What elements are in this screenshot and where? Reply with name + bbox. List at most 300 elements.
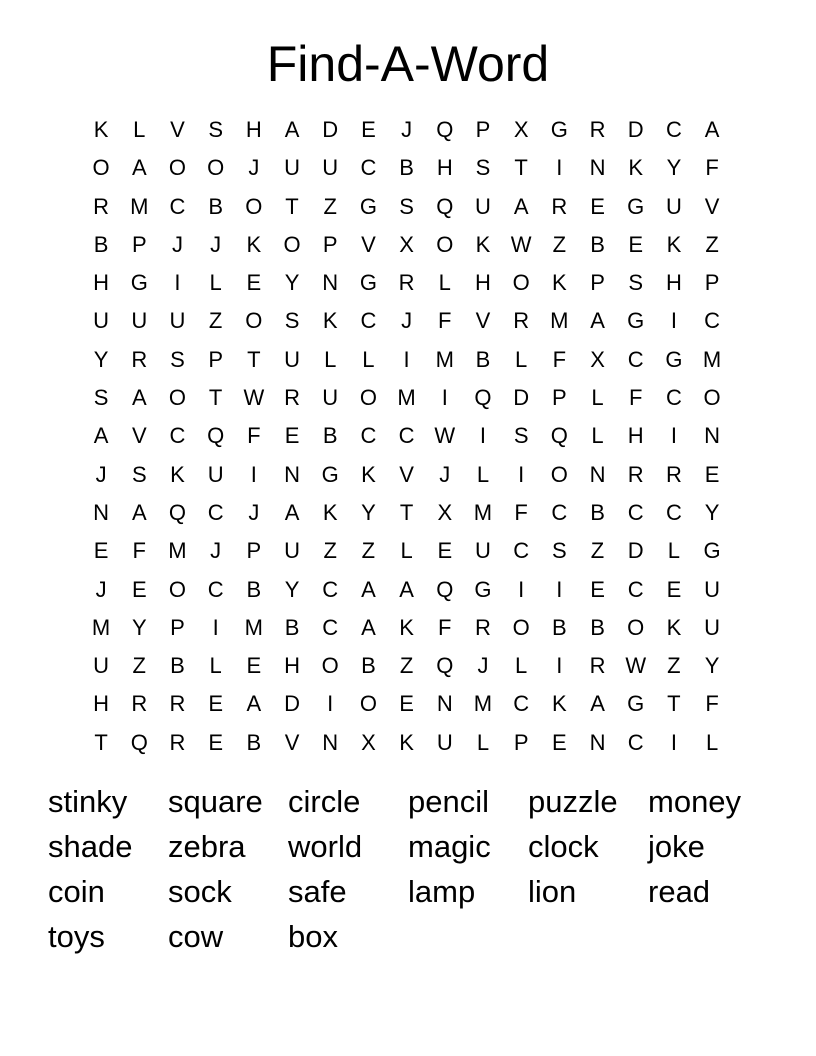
grid-letter[interactable]: O	[436, 231, 454, 257]
word-list-item: shade	[48, 829, 133, 864]
grid-letter[interactable]: C	[360, 155, 377, 181]
grid-letter[interactable]: E	[246, 270, 262, 296]
grid-letter[interactable]: G	[321, 461, 339, 487]
grid-letter[interactable]: I	[479, 423, 487, 449]
grid-letter[interactable]: Z	[323, 538, 337, 564]
grid-letter[interactable]: Y	[284, 576, 300, 602]
grid-letter[interactable]: Y	[704, 499, 720, 525]
grid-letter[interactable]: S	[628, 270, 644, 296]
letter-grid	[82, 111, 731, 762]
grid-letter[interactable]: E	[552, 729, 567, 755]
grid-letter[interactable]: U	[207, 461, 224, 487]
grid-letter[interactable]: O	[512, 614, 530, 640]
grid-letter[interactable]: O	[512, 270, 530, 296]
grid-letter[interactable]: C	[665, 499, 682, 525]
grid-letter[interactable]: B	[170, 653, 185, 679]
grid-letter[interactable]: P	[170, 614, 185, 640]
grid-letter[interactable]: S	[170, 346, 185, 372]
grid-letter[interactable]: E	[361, 117, 376, 142]
grid-letter[interactable]: J	[401, 117, 413, 142]
grid-letter[interactable]: C	[665, 385, 682, 411]
grid-letter[interactable]: J	[401, 308, 413, 334]
grid-letter[interactable]: K	[322, 308, 338, 334]
grid-letter[interactable]: U	[475, 538, 491, 564]
grid-letter[interactable]: A	[93, 423, 109, 449]
grid-letter[interactable]: Z	[323, 193, 337, 219]
grid-letter[interactable]: E	[284, 423, 300, 449]
grid-letter[interactable]: Z	[132, 653, 146, 679]
grid-letter[interactable]: J	[95, 461, 107, 487]
grid-letter[interactable]: V	[399, 461, 414, 487]
word-list-item: pencil	[408, 784, 489, 819]
grid-letter[interactable]: B	[322, 423, 338, 449]
grid-letter[interactable]: I	[670, 423, 677, 449]
grid-letter[interactable]: E	[246, 653, 262, 679]
grid-letter[interactable]: Q	[436, 193, 454, 219]
word-list-item: coin	[48, 874, 105, 909]
grid-letter[interactable]: O	[207, 155, 225, 181]
grid-letter[interactable]: O	[168, 385, 187, 411]
word-list-item: circle	[288, 784, 361, 819]
grid-letter[interactable]: L	[324, 346, 337, 372]
grid-letter[interactable]: I	[518, 576, 525, 602]
grid-letter[interactable]: U	[475, 193, 491, 219]
grid-letter[interactable]: B	[590, 614, 605, 640]
grid-letter[interactable]: L	[209, 270, 222, 296]
grid-letter[interactable]: N	[322, 270, 339, 296]
grid-letter[interactable]: O	[359, 385, 377, 411]
grid-letter[interactable]: X	[513, 117, 529, 142]
grid-letter[interactable]: G	[703, 538, 721, 564]
grid-letter[interactable]: H	[627, 423, 644, 449]
grid-letter[interactable]: A	[131, 385, 147, 411]
grid-letter[interactable]: A	[246, 691, 262, 717]
grid-letter[interactable]: B	[399, 155, 414, 181]
grid-letter[interactable]: H	[245, 117, 262, 142]
grid-letter[interactable]: L	[133, 117, 146, 142]
grid-letter[interactable]: W	[510, 231, 532, 257]
word-list-item: money	[648, 784, 742, 819]
grid-letter[interactable]: O	[168, 576, 187, 602]
grid-letter[interactable]: R	[665, 461, 682, 487]
grid-letter[interactable]: R	[131, 691, 148, 717]
grid-letter[interactable]: C	[704, 308, 721, 334]
grid-letter[interactable]: K	[170, 461, 185, 487]
grid-letter[interactable]: H	[93, 691, 110, 717]
grid-letter[interactable]: C	[398, 423, 415, 449]
grid-letter[interactable]: R	[589, 117, 606, 142]
word-list-item: read	[648, 874, 711, 909]
grid-letter[interactable]: K	[322, 499, 338, 525]
grid-letter[interactable]: L	[438, 270, 451, 296]
grid-letter[interactable]: A	[284, 117, 300, 142]
grid-letter[interactable]: X	[399, 231, 414, 257]
grid-letter[interactable]: O	[321, 653, 339, 679]
grid-letter[interactable]: J	[439, 461, 451, 487]
grid-letter[interactable]: G	[359, 193, 377, 219]
grid-letter[interactable]: I	[670, 729, 677, 755]
grid-letter[interactable]: P	[322, 231, 338, 257]
grid-letter[interactable]: V	[475, 308, 491, 334]
grid-letter[interactable]: B	[590, 499, 605, 525]
grid-letter[interactable]: K	[628, 155, 644, 181]
grid-letter[interactable]: A	[284, 499, 300, 525]
grid-letter[interactable]: K	[552, 691, 567, 717]
grid-letter[interactable]: Z	[552, 231, 567, 257]
grid-letter[interactable]: E	[666, 576, 682, 602]
grid-letter[interactable]: P	[475, 117, 491, 142]
grid-letter[interactable]: M	[244, 614, 263, 640]
grid-letter[interactable]: A	[399, 576, 414, 602]
grid-letter[interactable]: T	[399, 499, 414, 525]
grid-letter[interactable]: A	[590, 308, 605, 334]
grid-letter[interactable]: B	[284, 614, 300, 640]
grid-letter[interactable]: E	[704, 461, 720, 487]
grid-letter[interactable]: C	[322, 576, 339, 602]
grid-letter[interactable]: E	[590, 576, 605, 602]
grid-letter[interactable]: C	[627, 499, 644, 525]
grid-letter[interactable]: W	[625, 653, 647, 679]
grid-letter[interactable]: G	[474, 576, 492, 602]
grid-letter[interactable]: V	[170, 117, 185, 142]
grid-letter[interactable]: R	[589, 653, 606, 679]
grid-letter[interactable]: V	[361, 231, 376, 257]
grid-letter[interactable]: T	[667, 691, 681, 717]
grid-letter[interactable]: E	[437, 538, 453, 564]
grid-letter[interactable]: K	[399, 729, 414, 755]
grid-letter[interactable]: B	[475, 346, 491, 372]
grid-letter[interactable]: Y	[361, 499, 376, 525]
grid-letter[interactable]: V	[704, 193, 720, 219]
grid-letter[interactable]: N	[284, 461, 300, 487]
grid-letter[interactable]: P	[590, 270, 605, 296]
grid-letter[interactable]: F	[247, 423, 261, 449]
grid-letter[interactable]: U	[284, 155, 300, 181]
grid-letter[interactable]: I	[174, 270, 181, 296]
grid-letter[interactable]: X	[437, 499, 453, 525]
grid-letter[interactable]: D	[513, 385, 530, 411]
grid-letter[interactable]: I	[518, 461, 525, 487]
grid-letter[interactable]: C	[627, 729, 644, 755]
grid-letter[interactable]: K	[246, 231, 262, 257]
grid-letter[interactable]: O	[92, 155, 110, 181]
grid-letter[interactable]: Y	[704, 653, 720, 679]
grid-letter[interactable]: K	[361, 461, 376, 487]
grid-letter[interactable]: D	[284, 691, 300, 717]
grid-letter[interactable]: V	[131, 423, 147, 449]
grid-letter[interactable]: S	[284, 308, 300, 334]
grid-letter[interactable]: B	[93, 231, 109, 257]
grid-letter[interactable]: C	[627, 576, 644, 602]
grid-letter[interactable]: Z	[208, 308, 223, 334]
grid-letter[interactable]: R	[551, 193, 568, 219]
grid-letter[interactable]: S	[131, 461, 147, 487]
grid-letter[interactable]: N	[589, 155, 606, 181]
grid-letter[interactable]: E	[208, 691, 223, 717]
grid-letter[interactable]: D	[322, 117, 339, 142]
grid-letter[interactable]: I	[670, 308, 677, 334]
grid-letter[interactable]: J	[210, 538, 222, 564]
grid-letter[interactable]: I	[250, 461, 257, 487]
grid-letter[interactable]: U	[322, 155, 339, 181]
grid-letter[interactable]: X	[590, 346, 605, 372]
grid-letter[interactable]: M	[397, 385, 416, 411]
grid-letter[interactable]: O	[627, 614, 645, 640]
grid-letter[interactable]: E	[628, 231, 644, 257]
grid-letter[interactable]: M	[702, 346, 722, 372]
grid-letter[interactable]: M	[550, 308, 569, 334]
word-list-item: cow	[168, 919, 224, 954]
grid-letter[interactable]: O	[245, 193, 263, 219]
grid-letter[interactable]: N	[93, 499, 110, 525]
grid-letter[interactable]: R	[513, 308, 530, 334]
grid-letter[interactable]: U	[436, 729, 453, 755]
grid-letter[interactable]: G	[359, 270, 377, 296]
grid-letter[interactable]: I	[212, 614, 219, 640]
grid-letter[interactable]: C	[360, 308, 377, 334]
grid-letter[interactable]: C	[169, 423, 186, 449]
grid-letter[interactable]: G	[665, 346, 683, 372]
grid-letter[interactable]: W	[243, 385, 265, 411]
grid-letter[interactable]: K	[475, 231, 491, 257]
grid-letter[interactable]: U	[284, 538, 300, 564]
grid-letter[interactable]: F	[628, 385, 643, 411]
grid-letter[interactable]: A	[131, 155, 147, 181]
grid-letter[interactable]: R	[131, 346, 148, 372]
grid-letter[interactable]: M	[168, 538, 187, 564]
grid-letter[interactable]: U	[93, 653, 110, 679]
grid-letter[interactable]: G	[550, 117, 568, 142]
grid-letter[interactable]: L	[476, 461, 490, 487]
grid-letter[interactable]: T	[514, 155, 528, 181]
grid-letter[interactable]: K	[93, 117, 109, 142]
grid-letter[interactable]: T	[285, 193, 299, 219]
grid-letter[interactable]: P	[208, 346, 223, 372]
grid-letter[interactable]: Q	[436, 653, 454, 679]
grid-letter[interactable]: U	[665, 193, 682, 219]
grid-letter[interactable]: L	[515, 346, 528, 372]
grid-letter[interactable]: R	[169, 729, 186, 755]
grid-letter[interactable]: Y	[666, 155, 682, 181]
grid-letter[interactable]: L	[209, 653, 222, 679]
grid-letter[interactable]: Z	[361, 538, 376, 564]
grid-letter[interactable]: B	[552, 614, 567, 640]
grid-letter[interactable]: H	[436, 155, 453, 181]
grid-letter[interactable]: O	[283, 231, 301, 257]
grid-letter[interactable]: P	[552, 385, 567, 411]
grid-letter[interactable]: O	[245, 308, 263, 334]
word-list-item: zebra	[168, 829, 246, 864]
grid-letter[interactable]: I	[327, 691, 334, 717]
grid-letter[interactable]: D	[627, 538, 644, 564]
grid-letter[interactable]: I	[556, 576, 563, 602]
grid-letter[interactable]: T	[94, 729, 108, 755]
grid-letter[interactable]: G	[627, 193, 645, 219]
grid-letter[interactable]: N	[704, 423, 721, 449]
grid-letter[interactable]: S	[208, 117, 223, 142]
grid-letter[interactable]: L	[591, 423, 604, 449]
grid-letter[interactable]: V	[284, 729, 300, 755]
grid-letter[interactable]: C	[627, 346, 644, 372]
grid-letter[interactable]: L	[515, 653, 528, 679]
grid-letter[interactable]: G	[627, 308, 645, 334]
grid-letter[interactable]: R	[284, 385, 300, 411]
grid-letter[interactable]: J	[171, 231, 183, 257]
grid-letter[interactable]: C	[207, 499, 224, 525]
grid-letter[interactable]: P	[131, 231, 147, 257]
grid-letter[interactable]: Q	[436, 117, 454, 142]
grid-letter[interactable]: F	[514, 499, 528, 525]
grid-letter[interactable]: Q	[550, 423, 568, 449]
grid-letter[interactable]: I	[441, 385, 448, 411]
grid-letter[interactable]: Z	[399, 653, 414, 679]
grid-letter[interactable]: F	[132, 538, 146, 564]
grid-letter[interactable]: U	[284, 346, 300, 372]
grid-letter[interactable]: E	[399, 691, 414, 717]
grid-letter[interactable]: A	[590, 691, 605, 717]
grid-letter[interactable]: Y	[93, 346, 109, 372]
grid-letter[interactable]: R	[627, 461, 644, 487]
grid-letter[interactable]: S	[93, 385, 109, 411]
grid-letter[interactable]: R	[93, 193, 110, 219]
grid-letter[interactable]: E	[131, 576, 147, 602]
grid-letter[interactable]: H	[93, 270, 110, 296]
grid-letter[interactable]: R	[475, 614, 491, 640]
grid-letter[interactable]: Q	[130, 729, 148, 755]
grid-letter[interactable]: W	[434, 423, 456, 449]
grid-letter[interactable]: A	[704, 117, 720, 142]
grid-letter[interactable]: E	[590, 193, 605, 219]
grid-letter[interactable]: U	[93, 308, 110, 334]
grid-letter[interactable]: Z	[667, 653, 681, 679]
grid-letter[interactable]: K	[666, 614, 682, 640]
grid-letter[interactable]: H	[475, 270, 491, 296]
grid-letter[interactable]: N	[589, 729, 606, 755]
grid-letter[interactable]: K	[399, 614, 414, 640]
grid-letter[interactable]: A	[131, 499, 147, 525]
grid-letter[interactable]: J	[477, 653, 489, 679]
grid-letter[interactable]: T	[208, 385, 223, 411]
grid-letter[interactable]: B	[246, 576, 262, 602]
grid-letter[interactable]: L	[705, 729, 719, 755]
grid-letter[interactable]: G	[130, 270, 148, 296]
grid-letter[interactable]: K	[666, 231, 682, 257]
grid-letter[interactable]: C	[513, 691, 530, 717]
grid-letter[interactable]: P	[704, 270, 720, 296]
grid-letter[interactable]: C	[322, 614, 339, 640]
grid-letter[interactable]: B	[208, 193, 223, 219]
grid-letter[interactable]: C	[665, 117, 682, 142]
grid-letter[interactable]: H	[284, 653, 300, 679]
grid-letter[interactable]: M	[473, 499, 493, 525]
grid-letter[interactable]: S	[513, 423, 529, 449]
grid-letter[interactable]: C	[360, 423, 377, 449]
grid-letter[interactable]: C	[169, 193, 186, 219]
grid-letter[interactable]: Q	[168, 499, 187, 525]
grid-letter[interactable]: J	[210, 231, 222, 257]
grid-letter[interactable]: C	[513, 538, 530, 564]
grid-letter[interactable]: G	[627, 691, 645, 717]
grid-letter[interactable]: F	[438, 614, 452, 640]
grid-letter[interactable]: M	[91, 614, 111, 640]
word-list-item: lion	[528, 874, 577, 909]
grid-letter[interactable]: A	[513, 193, 529, 219]
word-list-item: magic	[408, 829, 491, 864]
grid-letter[interactable]: Q	[474, 385, 492, 411]
grid-letter[interactable]: P	[513, 729, 529, 755]
grid-letter[interactable]: C	[551, 499, 568, 525]
grid-letter[interactable]: R	[169, 691, 186, 717]
grid-letter[interactable]: S	[475, 155, 491, 181]
grid-letter[interactable]: Y	[131, 614, 147, 640]
grid-letter[interactable]: M	[435, 346, 454, 372]
grid-letter[interactable]: F	[438, 308, 452, 334]
grid-letter[interactable]: L	[362, 346, 375, 372]
grid-letter[interactable]: I	[403, 346, 410, 372]
grid-letter[interactable]: Q	[207, 423, 225, 449]
grid-letter[interactable]: Z	[590, 538, 605, 564]
grid-letter[interactable]: Y	[284, 270, 300, 296]
grid-letter[interactable]: O	[168, 155, 187, 181]
grid-letter[interactable]: X	[361, 729, 376, 755]
grid-letter[interactable]: E	[208, 729, 223, 755]
grid-letter[interactable]: Q	[436, 576, 454, 602]
grid-letter[interactable]: A	[361, 576, 376, 602]
grid-letter[interactable]: U	[704, 614, 721, 640]
grid-letter[interactable]: D	[627, 117, 644, 142]
grid-letter[interactable]: J	[248, 499, 260, 525]
grid-letter[interactable]: U	[322, 385, 339, 411]
grid-letter[interactable]: O	[550, 461, 568, 487]
grid-letter[interactable]: O	[359, 691, 377, 717]
grid-letter[interactable]: S	[399, 193, 414, 219]
grid-letter[interactable]: U	[131, 308, 148, 334]
grid-letter[interactable]: N	[436, 691, 453, 717]
grid-letter[interactable]: J	[248, 155, 260, 181]
grid-letter[interactable]: I	[556, 653, 563, 679]
grid-letter[interactable]: B	[590, 231, 605, 257]
grid-letter[interactable]: K	[552, 270, 567, 296]
grid-letter[interactable]: H	[665, 270, 682, 296]
grid-letter[interactable]: L	[667, 538, 681, 564]
grid-letter[interactable]: F	[705, 691, 719, 717]
grid-letter[interactable]: R	[398, 270, 415, 296]
grid-letter[interactable]: J	[95, 576, 107, 602]
grid-letter[interactable]: E	[93, 538, 109, 564]
grid-letter[interactable]: S	[552, 538, 567, 564]
grid-letter[interactable]: B	[246, 729, 262, 755]
grid-letter[interactable]: F	[705, 155, 719, 181]
grid-letter[interactable]: L	[591, 385, 604, 411]
grid-letter[interactable]: L	[476, 729, 490, 755]
grid-letter[interactable]: N	[589, 461, 606, 487]
grid-letter[interactable]: U	[704, 576, 721, 602]
grid-letter[interactable]: M	[130, 193, 149, 219]
grid-letter[interactable]: L	[400, 538, 413, 564]
grid-letter[interactable]: I	[556, 155, 563, 181]
grid-letter[interactable]: F	[552, 346, 567, 372]
grid-letter[interactable]: P	[246, 538, 262, 564]
grid-letter[interactable]: U	[169, 308, 186, 334]
grid-letter[interactable]: T	[247, 346, 261, 372]
grid-letter[interactable]: Z	[705, 231, 719, 257]
grid-letter[interactable]: N	[322, 729, 339, 755]
grid-letter[interactable]: C	[207, 576, 224, 602]
grid-letter[interactable]: M	[473, 691, 493, 717]
grid-letter[interactable]: B	[361, 653, 376, 679]
grid-letter[interactable]: A	[361, 614, 376, 640]
grid-letter[interactable]: O	[703, 385, 721, 411]
